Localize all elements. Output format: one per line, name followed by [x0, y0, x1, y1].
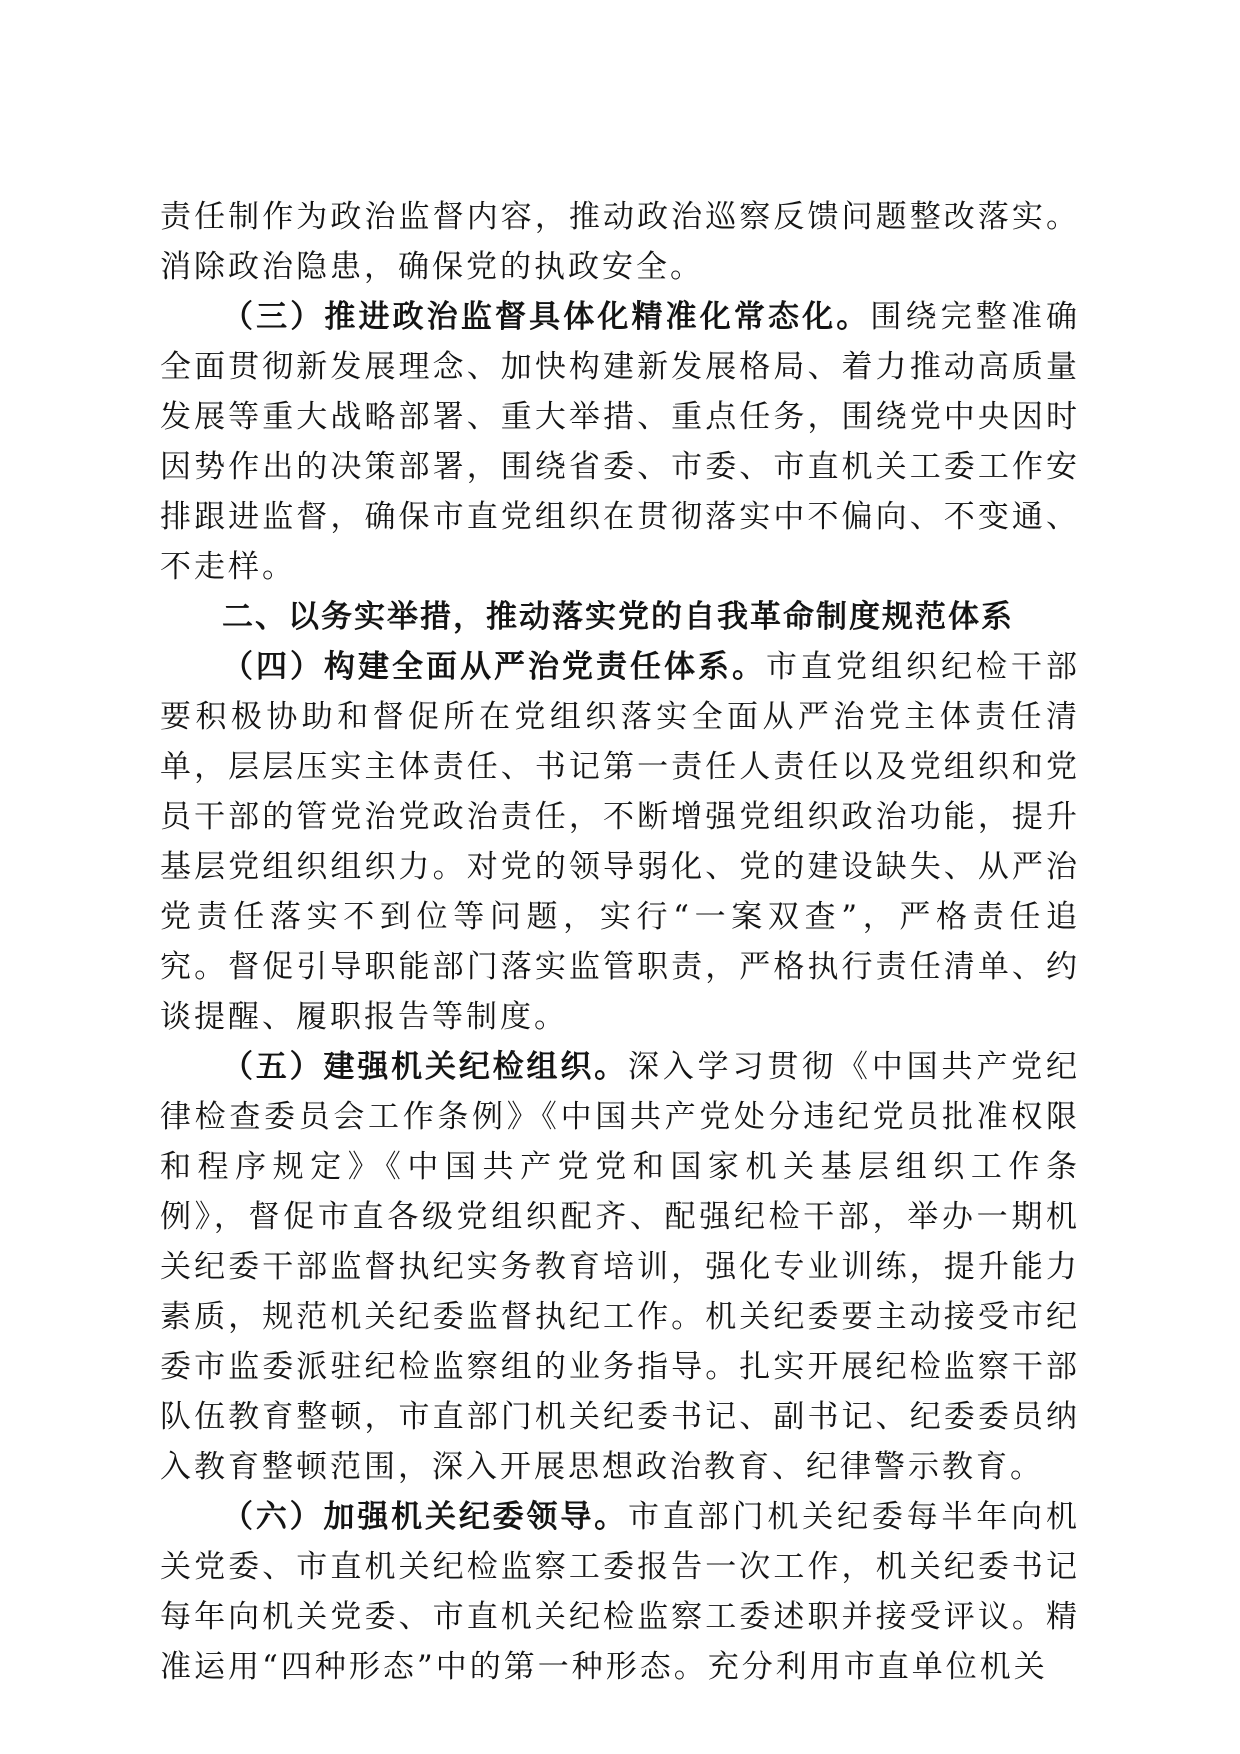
paragraph-6	[160, 1492, 1080, 1692]
paragraph-3	[160, 292, 1080, 592]
paragraph-continued: 责任制作为政治监督内容，推动政治巡察反馈问题整改落实。消除政治隐患，确保党的执政安全。	[160, 199, 1080, 285]
section-2-heading: 二、以务实举措，推动落实党的自我革命制度规范体系	[222, 599, 1014, 635]
paragraph-5	[160, 1042, 1080, 1492]
paragraph-6-lead: （六）加强机关纪委领导。	[222, 1499, 628, 1535]
paragraph-3-body: 围绕完整准确全面贯彻新发展理念、加快构建新发展格局、着力推动高质量发展等重大战略部署、重大举措、重点任务，围绕党中央因时因势作出的决策部署，围绕省委、市委、市直机关工委工作安排跟进监督，确保市直党组织在贯彻落实中不偏向、不变通、不走样。	[160, 299, 1080, 585]
paragraph-5-lead: （五）建强机关纪检组织。	[222, 1049, 628, 1085]
paragraph-4-lead: （四）构建全面从严治党责任体系。	[222, 649, 766, 685]
paragraph-6-body: 市直部门机关纪委每半年向机关党委、市直机关纪检监察工委报告一次工作，机关纪委书记每年向机关党委、市直机关纪检监察工委述职并接受评议。精准运用“四种形态”中的第一种形态。充分利用市直单位机关	[160, 1499, 1080, 1685]
paragraph-5-body: 深入学习贯彻《中国共产党纪律检查委员会工作条例》《中国共产党处分违纪党员批准权限和程序规定》《中国共产党党和国家机关基层组织工作条例》，督促市直各级党组织配齐、配强纪检干部，举办一期机关纪委干部监督执纪实务教育培训，强化专业训练，提升能力素质，规范机关纪委监督执纪工作。机关纪委要主动接受市纪委市监委派驻纪检监察组的业务指导。扎实开展纪检监察干部队伍教育整顿，市直部门机关纪委书记、副书记、纪委委员纳入教育整顿范围，深入开展思想政治教育、纪律警示教育。	[160, 1049, 1080, 1485]
document-body	[160, 192, 1080, 1692]
paragraph-3-lead: （三）推进政治监督具体化精准化常态化。	[222, 299, 871, 335]
paragraph-4-body: 市直党组织纪检干部要积极协助和督促所在党组织落实全面从严治党主体责任清单，层层压实主体责任、书记第一责任人责任以及党组织和党员干部的管党治党政治责任，不断增强党组织政治功能，提升基层党组织组织力。对党的领导弱化、党的建设缺失、从严治党责任落实不到位等问题，实行“一案双查”，严格责任追究。督促引导职能部门落实监管职责，严格执行责任清单、约谈提醒、履职报告等制度。	[160, 649, 1080, 1035]
paragraph-4	[160, 642, 1080, 1042]
